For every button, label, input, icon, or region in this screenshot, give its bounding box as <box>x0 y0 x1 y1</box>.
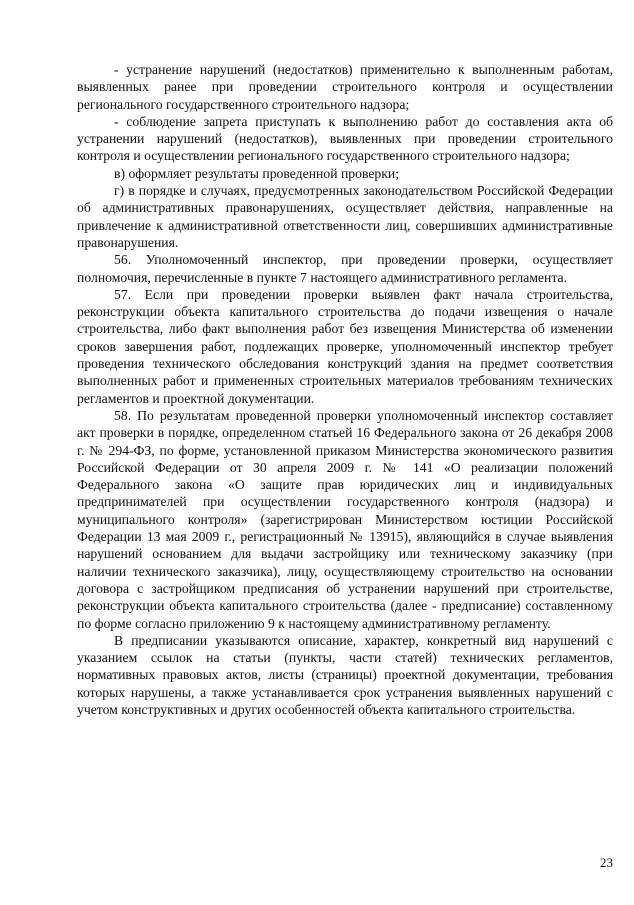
paragraph-56: 56. Уполномоченный инспектор, при проведении проверки, осуществляет полномочия, перечисленные в пункте 7 настоящего административного регламента. <box>77 252 613 285</box>
paragraph-58: 58. По результатам проведенной проверки уполномоченный инспектор составляет акт проверки в порядке, определенном статьей 16 Федерального закона от 26 декабря 2008 г. № 294-ФЗ, по форме, установленной приказом Министерства экономического развития Российской Федерации от 30 апреля 2009 г. № 141 «О реализации положений Федерального закона «О защите прав юридических лиц и индивидуальных предпринимателей при осуществлении государственного контроля (надзора) и муниципального контроля» (зарегистрирован Министерством юстиции Российской Федерации 13 мая 2009 г., регистрационный № 13915), являющийся в случае выявления нарушений основанием для выдачи застройщику или техническому заказчику (при наличии технического заказчика), лицу, осуществляющему строительство на основании договора с застройщиком предписания об устранении нарушений при строительстве, реконструкции объекта капитального строительства (далее - предписание) составленному по форме согласно приложению 9 к настоящему административному регламенту. <box>77 407 613 631</box>
page-number: 23 <box>600 855 613 870</box>
paragraph-item-g: г) в порядке и случаях, предусмотренных законодательством Российской Федерации об административных правонарушениях, осуществляет действия, направленные на привлечение к административной ответственности лиц, совершивших административные правонарушения. <box>77 183 613 250</box>
paragraph-item-v: в) оформляет результаты проведенной проверки; <box>114 165 400 181</box>
paragraph-prohibition-compliance: - соблюдение запрета приступать к выполнению работ до составления акта об устранении нарушений (недостатков), выявленных при проведении строительного контроля и осуществлении регионального государственного строительного надзора; <box>77 113 613 164</box>
paragraph-prescription: В предписании указываются описание, характер, конкретный вид нарушений с указанием ссылок на статьи (пункты, части статей) технических регламентов, нормативных правовых актов, листы (страницы) проектной документации, требования которых нарушены, а также устанавливается срок устранения выявленных нарушений с учетом конструктивных и других особенностей объекта капитального строительства. <box>77 632 613 717</box>
paragraph-elimination-of-violations: - устранение нарушений (недостатков) применительно к выполненным работам, выявленных ранее при проведении строительного контроля и осуществлении регионального государственного строительного надзора; <box>77 62 613 112</box>
paragraph-57: 57. Если при проведении проверки выявлен факт начала строительства, реконструкции объекта капитального строительства до подачи извещения о начале строительства, либо факт выполнения работ без извещения Министерства об изменении сроков завершения работ, подлежащих проверке, уполномоченный инспектор требует проведения технического обследования конструкций здания на предмет соответствия выполненных работ и примененных строительных материалов требованиям технических регламентов и проектной документации. <box>77 286 613 406</box>
document-body <box>77 61 613 718</box>
